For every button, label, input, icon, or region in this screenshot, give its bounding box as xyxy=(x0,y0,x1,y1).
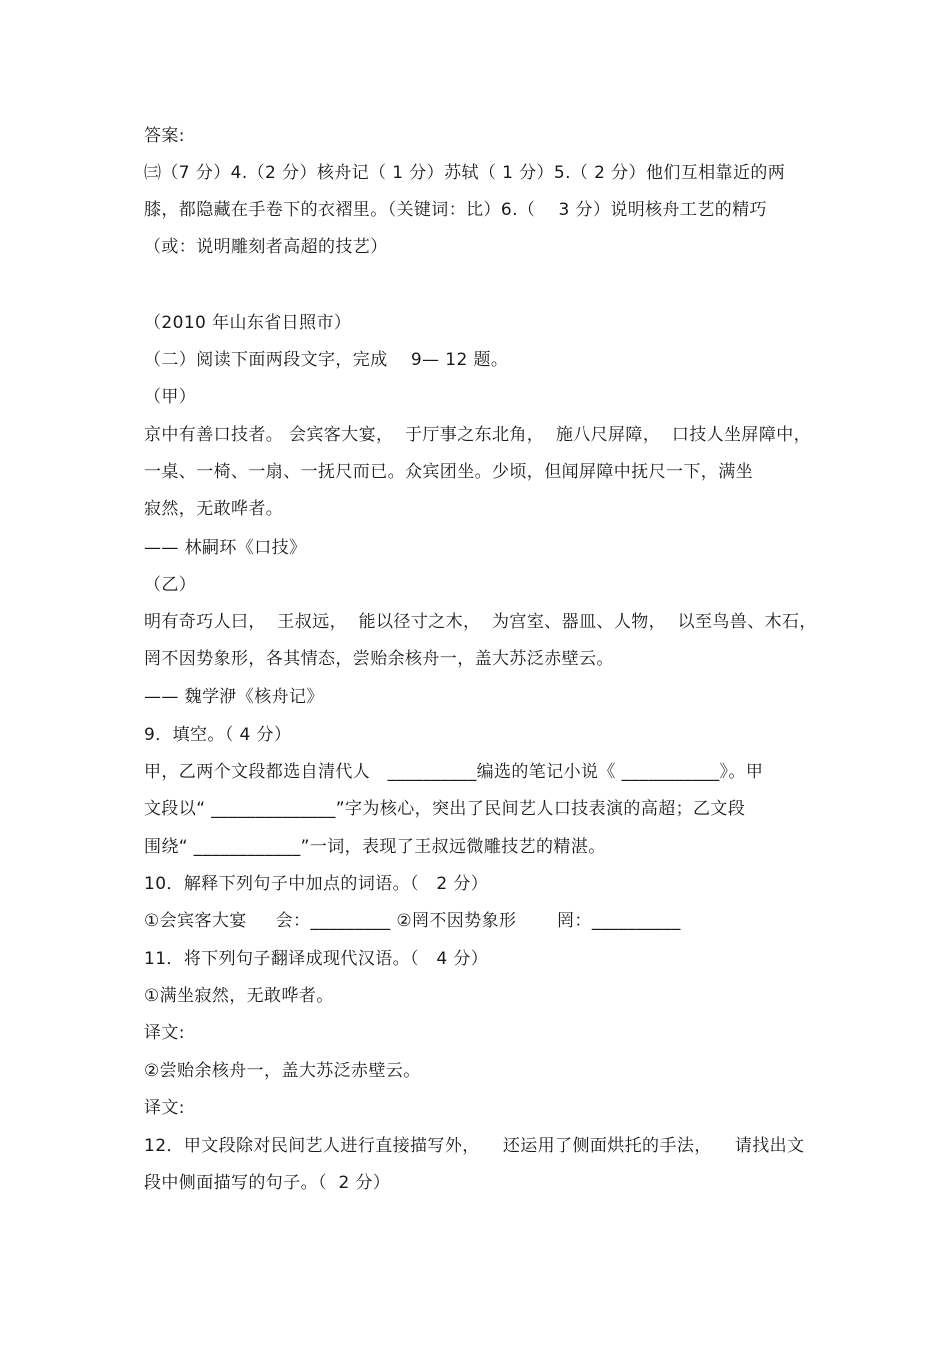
passage-text: 明有奇巧人曰， 王叔远， 能以径寸之木， 为宫室、器皿、人物， 以至鸟兽、木石， xyxy=(144,612,817,632)
passage-text: 寂然，无敢哗者。 xyxy=(144,499,284,519)
question-text: 段中侧面描写的句子。（ 2 分） xyxy=(144,1173,391,1193)
translation-label: 译文: xyxy=(144,1023,185,1043)
question-text: ①满坐寂然，无敢哗者。 xyxy=(144,986,334,1006)
passage-label-yi: （乙） xyxy=(144,575,197,595)
translation-label: 译文: xyxy=(144,1098,185,1118)
passage-text: 一桌、一椅、一扇、一抚尺而已。众宾团坐。少顷，但闻屏障中抚尺一下，满坐 xyxy=(144,462,753,482)
answer-line: ㈢（7 分）4.（2 分）核舟记（ 1 分）苏轼（ 1 分）5.（ 2 分）他们互相靠近的两 xyxy=(144,163,786,183)
question-10: 10．解释下列句子中加点的词语。（ 2 分） xyxy=(144,874,489,894)
question-text: 甲，乙两个文段都选自清代人 __________编选的笔记小说《 ___________》。甲 xyxy=(144,762,764,782)
passage-attribution: —— 林嗣环《口技》 xyxy=(144,538,307,558)
passage-attribution: —— 魏学洢《核舟记》 xyxy=(144,687,324,707)
answer-heading: 答案: xyxy=(144,126,185,146)
question-11: 11．将下列句子翻译成现代汉语。（ 4 分） xyxy=(144,949,489,969)
question-text: ②尝贻余核舟一，盖大苏泛赤壁云。 xyxy=(144,1061,421,1081)
passage-text: 京中有善口技者。 会宾客大宴， 于厅事之东北角， 施八尺屏障， 口技人坐屏障中， xyxy=(144,425,812,445)
answer-line: （或：说明雕刻者高超的技艺） xyxy=(144,237,388,257)
passage-label-jia: （甲） xyxy=(144,387,197,407)
question-text: ①会宾客大宴 会：_________ ②罔不因势象形 罔：__________ xyxy=(144,911,681,931)
question-9: 9．填空。（ 4 分） xyxy=(144,725,292,745)
question-text: 文段以“ ______________”字为核心，突出了民间艺人口技表演的高超；乙文段 xyxy=(144,799,746,819)
answer-line: 膝，都隐藏在手卷下的衣褶里。（关键词：比）6.（ 3 分）说明核舟工艺的精巧 xyxy=(144,200,767,220)
question-text: 围绕“ ____________”一词，表现了王叔远微雕技艺的精湛。 xyxy=(144,837,606,857)
passage-text: 罔不因势象形，各其情态，尝贻余核舟一，盖大苏泛赤壁云。 xyxy=(144,649,614,669)
source-note: （2010 年山东省日照市） xyxy=(144,313,352,333)
question-12: 12．甲文段除对民间艺人进行直接描写外， 还运用了侧面烘托的手法， 请找出文 xyxy=(144,1136,805,1156)
section-heading: （二）阅读下面两段文字，完成 9— 12 题。 xyxy=(144,350,509,370)
